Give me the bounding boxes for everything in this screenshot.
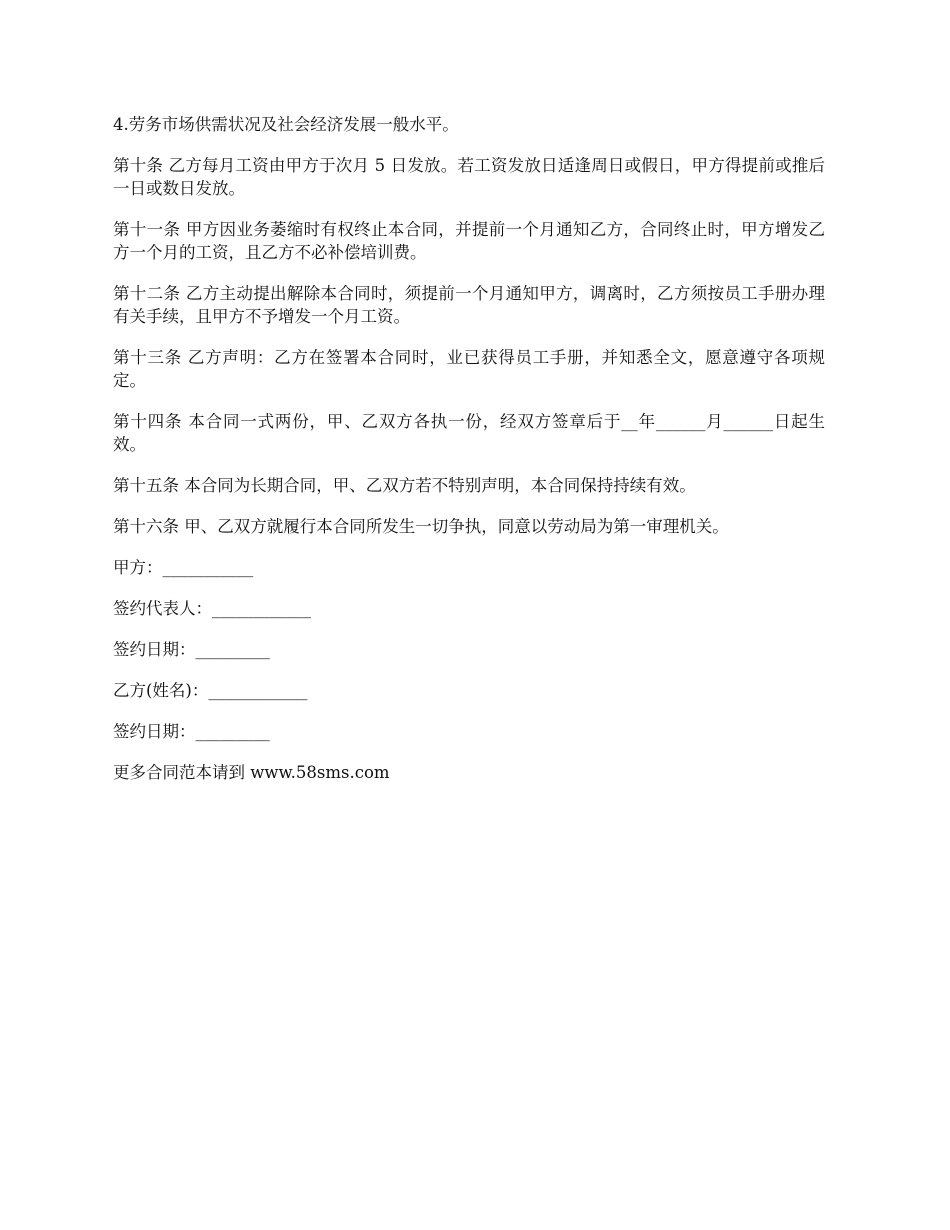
clause-15: 第十五条 本合同为长期合同，甲、乙双方若不特别声明，本合同保持持续有效。 (113, 476, 696, 495)
representative-line: 签约代表人：____________ (113, 599, 311, 618)
clause-14: 第十四条 本合同一式两份，甲、乙双方各执一份，经双方签章后于__年______月______日起生效。 (113, 412, 825, 454)
clause-11: 第十一条 甲方因业务萎缩时有权终止本合同，并提前一个月通知乙方，合同终止时，甲方增发乙方一个月的工资，且乙方不必补偿培训费。 (113, 220, 825, 262)
sign-date-a-line: 签约日期：_________ (113, 640, 270, 659)
clause-10: 第十条 乙方每月工资由甲方于次月 5 日发放。若工资发放日适逢周日或假日，甲方得提前或推后一日或数日发放。 (113, 156, 825, 198)
clause-13: 第十三条 乙方声明：乙方在签署本合同时，业已获得员工手册，并知悉全文，愿意遵守各项规定。 (113, 348, 825, 390)
sign-date-b-line: 签约日期：_________ (113, 722, 270, 741)
footer-note: 更多合同范本请到 www.58sms.com (113, 763, 390, 782)
party-a-line: 甲方：___________ (113, 558, 254, 577)
clause-item-4: 4.劳务市场供需状况及社会经济发展一般水平。 (113, 115, 459, 134)
clause-12: 第十二条 乙方主动提出解除本合同时，须提前一个月通知甲方，调离时，乙方须按员工手册办理有关手续，且甲方不予增发一个月工资。 (113, 284, 825, 326)
clause-16: 第十六条 甲、乙双方就履行本合同所发生一切争执，同意以劳动局为第一审理机关。 (113, 517, 729, 536)
party-b-line: 乙方(姓名)：____________ (113, 681, 308, 700)
document-body (113, 113, 825, 802)
